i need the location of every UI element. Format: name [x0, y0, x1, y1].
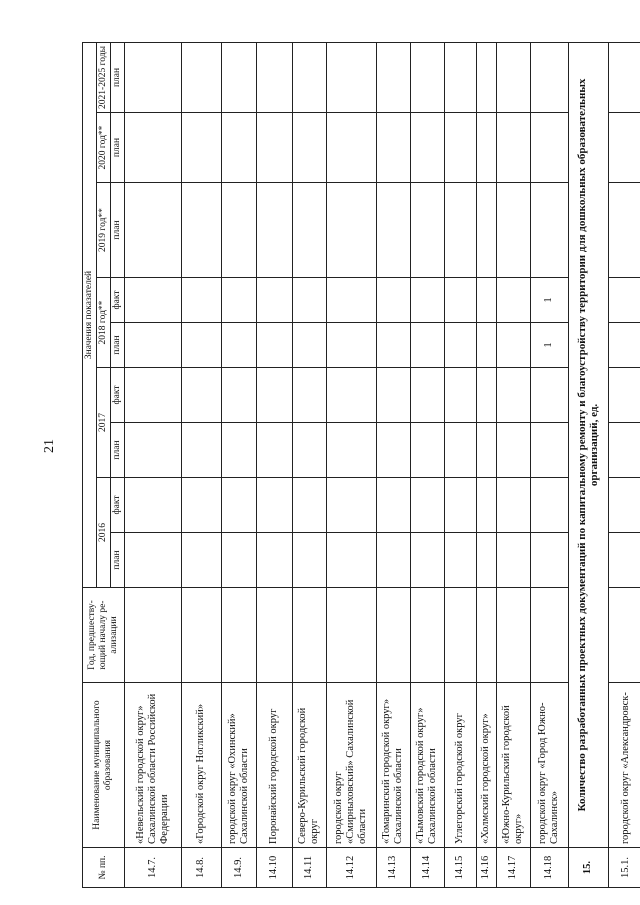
table-row	[181, 42, 221, 887]
header-year-before: Год, предшеству-ющий началу ре-ализации	[83, 588, 125, 683]
header-plan: план	[110, 183, 124, 278]
header-2020: 2020 год**	[96, 113, 110, 183]
header-fact: факт	[110, 478, 124, 533]
header-2017: 2017	[96, 368, 110, 478]
row-name: городской округ «Город Южно-Сахалинск»	[530, 683, 568, 848]
table-row	[608, 42, 640, 887]
indicator-table	[82, 42, 640, 888]
header-2021-2025: 2021-2025 годы	[96, 42, 110, 112]
row-name: городской округ «Смирныховский» Сахалинской области	[326, 683, 376, 848]
row-name: городской округ «Александровск-	[608, 683, 640, 848]
table-row	[444, 42, 476, 887]
page-number: 21	[42, 439, 57, 453]
row-num: 14.11	[292, 848, 326, 888]
row-num: 14.18	[530, 848, 568, 888]
row-name: Северо-Курильский городской округ	[292, 683, 326, 848]
header-plan: план	[110, 323, 124, 368]
header-plan: план	[110, 423, 124, 478]
row-num: 14.9.	[221, 848, 256, 888]
row-name: «Невельский городской округ» Сахалинской области Российской Федерации	[124, 683, 181, 848]
section-num: 15.	[568, 848, 608, 888]
row-num: 14.17	[496, 848, 530, 888]
section-title: Количество разработанных проектных документаций по капитальному ремонту и благоустройству территории для дошкольных образовательных организаций, ед.	[568, 42, 608, 847]
row-name: «Томаринский городской округ» Сахалинской области	[376, 683, 410, 848]
row-name: «Тымовский городской округ» Сахалинской области	[410, 683, 444, 848]
header-2018: 2018 год**	[96, 278, 110, 368]
header-plan: план	[110, 113, 124, 183]
table-row	[530, 42, 568, 887]
header-fact: факт	[110, 368, 124, 423]
table-row	[326, 42, 376, 887]
row-name: Поронайский городской округ	[256, 683, 292, 848]
value-2018-fact: 1	[530, 278, 568, 323]
header-2016: 2016	[96, 478, 110, 588]
row-name: «Южно-Курильский городской округ»	[496, 683, 530, 848]
table-row	[256, 42, 292, 887]
value-2018-plan: 1	[530, 323, 568, 368]
table-row	[292, 42, 326, 887]
table-row	[376, 42, 410, 887]
row-num: 15.1.	[608, 848, 640, 888]
row-num: 14.13	[376, 848, 410, 888]
rotated-table-container	[82, 43, 632, 888]
header-2019: 2019 год**	[96, 183, 110, 278]
row-num: 14.16	[476, 848, 496, 888]
row-num: 14.7.	[124, 848, 181, 888]
table-row	[221, 42, 256, 887]
row-num: 14.14	[410, 848, 444, 888]
table-row	[124, 42, 181, 887]
section-row	[568, 42, 608, 887]
table-row	[496, 42, 530, 887]
row-name: городской округ «Охинский» Сахалинской области	[221, 683, 256, 848]
table-row	[476, 42, 496, 887]
header-name: Наименование муниципального образования	[83, 683, 125, 848]
row-num: 14.15	[444, 848, 476, 888]
header-num: № пп.	[83, 848, 125, 888]
row-name: «Холмский городской округ»	[476, 683, 496, 848]
header-values: Значения показателей	[83, 42, 97, 587]
header-fact: факт	[110, 278, 124, 323]
header-plan: план	[110, 42, 124, 112]
row-name: Углегорский городской округ	[444, 683, 476, 848]
row-num: 14.8.	[181, 848, 221, 888]
header-plan: план	[110, 533, 124, 588]
table-row	[410, 42, 444, 887]
row-num: 14.12	[326, 848, 376, 888]
table-body	[124, 42, 640, 887]
row-name: «Городской округ Ногликский»	[181, 683, 221, 848]
row-num: 14.10	[256, 848, 292, 888]
